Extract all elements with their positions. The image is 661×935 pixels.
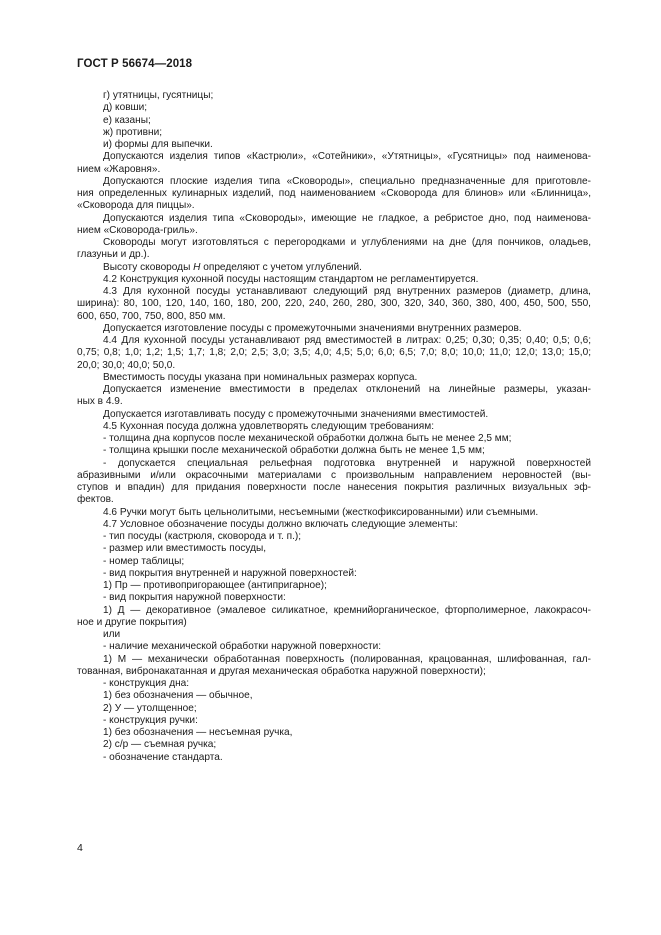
text-line: 600, 650, 700, 750, 800, 850 мм. [77, 310, 226, 322]
list-item: 2) с/р — съемная ручка; [103, 739, 217, 751]
text-line: нием «Сковорода-гриль». [77, 224, 198, 236]
text-line: фектов. [77, 494, 114, 506]
text-line: Допускаются изделия типов «Кастрюли», «Сотейники», «Утятницы», «Гусятницы» под наименова- [103, 151, 591, 163]
text-line: Допускаются изделия типа «Сковороды», имеющие не гладкое, а ребристое дно, под наименова- [103, 212, 591, 224]
text-line: ное и другие покрытия) [77, 616, 187, 628]
list-item: - размер или вместимость посуды, [103, 543, 267, 555]
text-line: ных в 4.9. [77, 396, 123, 408]
section-4-6: 4.6 Ручки могут быть цельнолитыми, несъемными (жесткофиксированными) или съемными. [103, 506, 539, 518]
list-item: - вид покрытия наружной поверхности: [103, 592, 286, 604]
text-line: Сковороды могут изготовляться с перегородками и углублениями на дне (для пончиков, оладьев, [103, 237, 591, 248]
symbol-h: Н [193, 261, 201, 273]
text-line: глазуньи и др.). [77, 249, 150, 261]
document-header: ГОСТ Р 56674—2018 [77, 58, 193, 70]
list-item: 1) без обозначения — несъемная ручка, [103, 727, 293, 738]
section-4-5: 4.5 Кухонная посуда должна удовлетворять следующим требованиям: [103, 420, 434, 432]
page-number: 4 [77, 842, 83, 854]
list-item: 1) Пр — противопригорающее (антипригарное); [103, 580, 327, 591]
list-item: - номер таблицы; [103, 555, 185, 567]
section-4-7: 4.7 Условное обозначение посуды должно включать следующие элементы: [103, 518, 458, 530]
list-item: - обозначение стандарта. [103, 751, 223, 763]
list-item: 1) без обозначения — обычное, [103, 690, 253, 702]
text-line [77, 262, 591, 274]
text-line: и) формы для выпечки. [103, 139, 213, 150]
text-span: Высоту сковороды [103, 261, 194, 273]
text-line: или [103, 629, 121, 640]
section-4-3: 4.3 Для кухонной посуды устанавливают следующий ряд внутренних размеров (диаметр, длина, [103, 286, 591, 297]
text-span: определяют с учетом углублений. [200, 261, 362, 273]
list-item: - допускается специальная рельефная подготовка внутренней и наружной поверхностей [103, 457, 591, 469]
text-line: нием «Жаровня». [77, 163, 161, 175]
list-item: - тип посуды (кастрюля, сковорода и т. п.); [103, 531, 302, 542]
text-line: Допускается изготовление посуды с промежуточными значениями внутренних размеров. [103, 322, 522, 334]
document-body [77, 90, 591, 764]
text-line: д) ковши; [103, 102, 148, 114]
text-line: Допускаются плоские изделия типа «Сковороды», специально предназначенные для приготовле- [103, 175, 591, 187]
list-item: - вид покрытия внутренней и наружной поверхностей: [103, 567, 357, 579]
section-4-2: 4.2 Конструкция кухонной посуды настоящим стандартом не регламентируется. [103, 273, 479, 285]
text-line: ния определенных кулинарных изделий, под наименованием «Сковорода для блинов» или «Блинница», [77, 188, 591, 199]
text-line: 20,0; 30,0; 40,0; 50,0. [77, 359, 176, 371]
list-item: 1) М — механически обработанная поверхность (полированная, крацованная, шлифованная, гал- [103, 653, 591, 665]
text-line: абразивными и/или окрасочными материалами с произвольным направлением неровностей (вы- [77, 469, 591, 481]
text-line: Допускается изменение вместимости в пределах отклонений на линейные размеры, указан- [103, 384, 591, 395]
text-line: ж) противни; [103, 126, 163, 138]
text-line: тованная, вибронакатанная и другая механическая обработка наружной поверхности); [77, 665, 486, 677]
text-line: Допускается изготавливать посуду с промежуточными значениями вместимостей. [103, 408, 489, 420]
text-line: ступов и впадин) для придания поверхности после нанесения покрытия различных визуальных эф- [77, 482, 591, 493]
list-item: - наличие механической обработки наружной поверхности: [103, 641, 382, 653]
text-line: 0,75; 0,8; 1,0; 1,2; 1,5; 1,7; 1,8; 2,0; 2,5; 3,0; 3,5; 4,0; 4,5; 5,0; 6,0; 6,5; 7,0; 8,0; 10,0; 11,0; 12,0; 13,0; 15,0; [77, 347, 591, 359]
list-item: - толщина крышки после механической обработки должна быть не менее 1,5 мм; [103, 445, 485, 457]
list-item: 1) Д — декоративное (эмалевое силикатное, кремнийорганическое, фторполимерное, лакокрасоч- [103, 604, 591, 616]
list-item: - конструкция дна: [103, 678, 190, 689]
text-line: е) казаны; [103, 114, 151, 126]
list-item: 2) У — утолщенное; [103, 702, 197, 714]
text-line: «Сковорода для пиццы». [77, 200, 195, 212]
text-line: ширина): 80, 100, 120, 140, 160, 180, 200, 220, 240, 260, 280, 300, 320, 340, 360, 380, 400, 450, 500, 550, [77, 298, 591, 310]
text-line: г) утятницы, гусятницы; [103, 90, 214, 101]
text-line: Вместимость посуды указана при номинальных размерах корпуса. [103, 371, 418, 383]
section-4-4: 4.4 Для кухонной посуды устанавливают ряд вместимостей в литрах: 0,25; 0,30; 0,35; 0,40; 0,5; 0,6; [103, 335, 591, 346]
list-item: - толщина дна корпусов после механической обработки должна быть не менее 2,5 мм; [103, 433, 512, 444]
list-item: - конструкция ручки: [103, 714, 198, 726]
